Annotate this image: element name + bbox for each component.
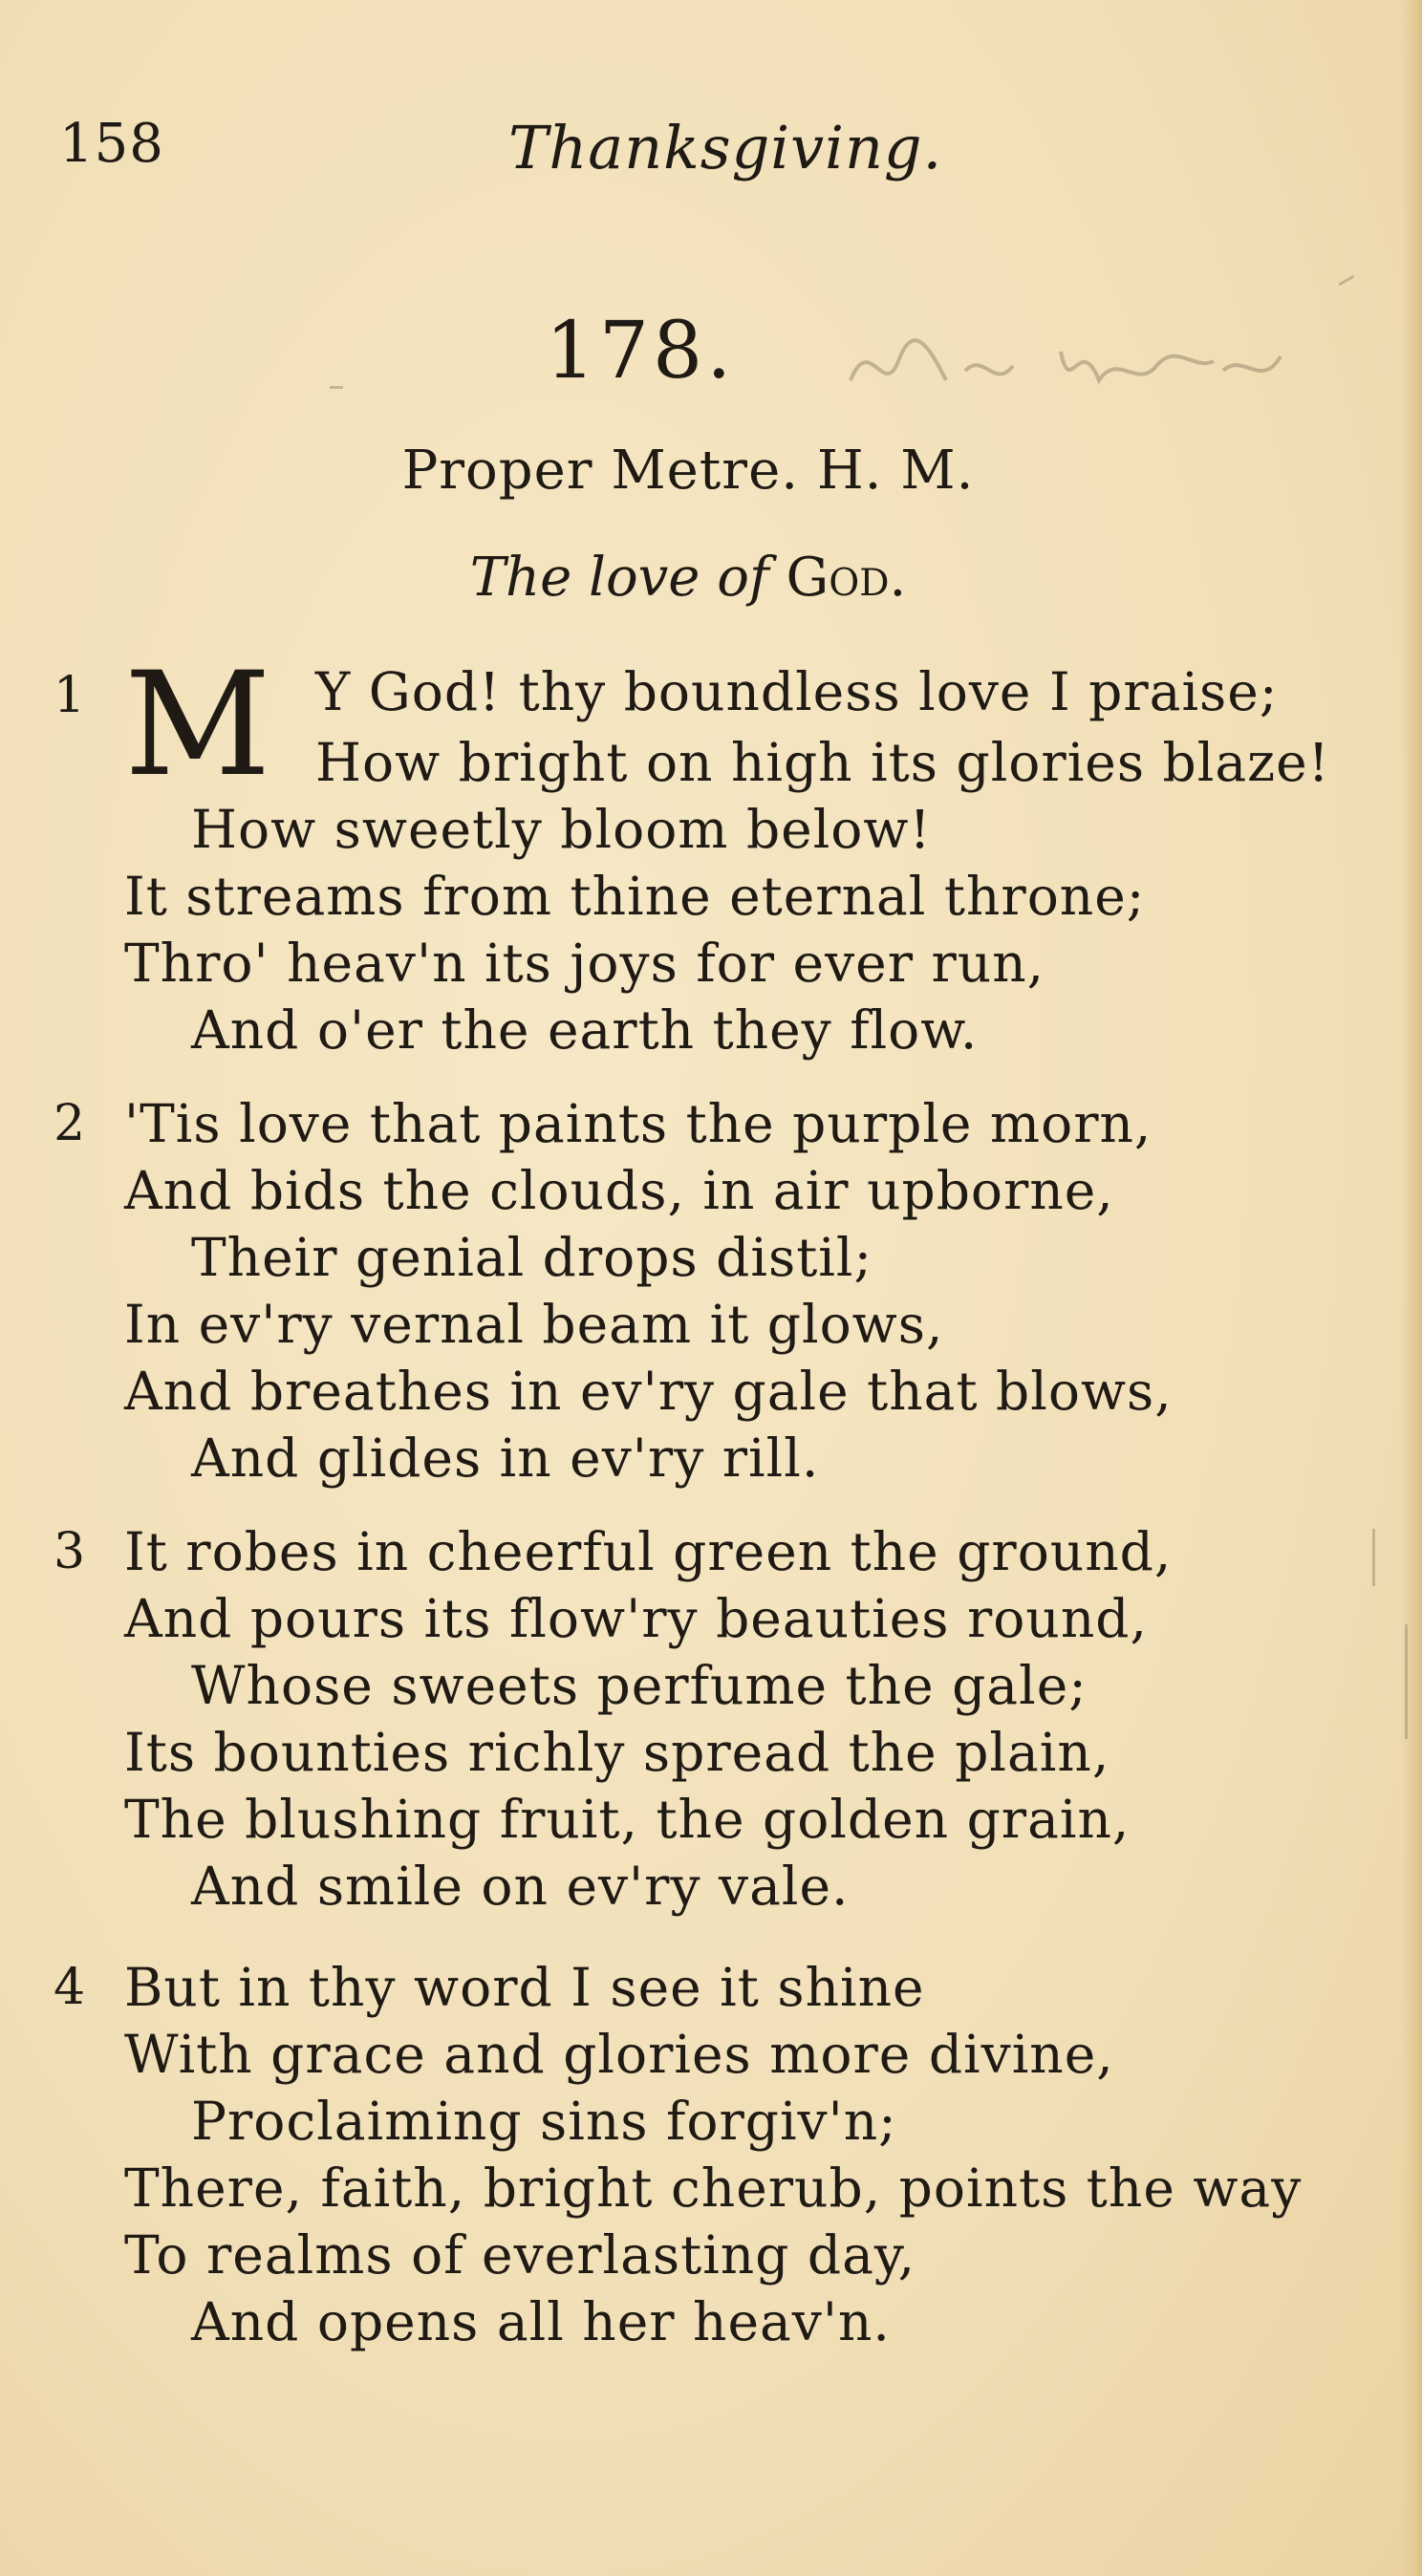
stanza-line: Thro' heav'n its joys for ever run, xyxy=(124,933,1045,994)
page-edge xyxy=(1401,0,1422,2576)
stanza-line: To realms of everlasting day, xyxy=(124,2224,916,2286)
stanza-line: But in thy word I see it shine xyxy=(124,1957,925,2018)
stanza-line: It robes in cheerful green the ground, xyxy=(124,1521,1173,1582)
stanza-line: And bids the clouds, in air upborne, xyxy=(124,1160,1114,1221)
stanza-line: The blushing fruit, the golden grain, xyxy=(124,1789,1131,1850)
page-number: 158 xyxy=(59,113,164,175)
stanza-line: Their genial drops distil; xyxy=(191,1227,873,1288)
stanza-line: And smile on ev'ry vale. xyxy=(191,1856,850,1917)
stanza-line: And opens all her heav'n. xyxy=(191,2291,891,2352)
running-head: Thanksgiving. xyxy=(508,113,943,182)
stanza-line: How bright on high its glories blaze! xyxy=(315,732,1330,793)
hymn-number: 178. xyxy=(545,306,736,397)
stanza-number: 4 xyxy=(54,1959,86,2016)
stanza-number: 1 xyxy=(54,667,86,724)
stanza-line: Whose sweets perfume the gale; xyxy=(191,1655,1088,1716)
handwritten-annotation xyxy=(841,313,1300,419)
page-header xyxy=(59,113,977,189)
stanza-line: It streams from thine eternal throne; xyxy=(124,866,1146,927)
stanza-line: There, faith, bright cherub, points the way xyxy=(124,2157,1303,2219)
stanza-line: In ev'ry vernal beam it glows, xyxy=(124,1294,944,1355)
print-mark xyxy=(330,386,343,389)
stanza-line: Y God! thy boundless love I praise; xyxy=(315,661,1279,722)
stanza-line: 'Tis love that paints the purple morn, xyxy=(124,1093,1153,1154)
stanza-number: 3 xyxy=(54,1523,86,1580)
stanza-line: With grace and glories more divine, xyxy=(124,2024,1114,2085)
stanza-line: And o'er the earth they flow. xyxy=(191,999,979,1061)
print-mark xyxy=(1405,1624,1408,1739)
hymn-subtitle xyxy=(0,547,1376,609)
stanza-line: Its bounties richly spread the plain, xyxy=(124,1722,1110,1783)
stanza-line: How sweetly bloom below! xyxy=(191,799,932,860)
stanza-line: And pours its flow'ry beauties round, xyxy=(124,1588,1148,1649)
print-mark xyxy=(1338,275,1354,287)
drop-cap: M xyxy=(124,642,271,808)
subtitle-caps: God. xyxy=(786,547,907,609)
subtitle-italic: The love of xyxy=(469,547,769,609)
metre-heading: Proper Metre. H. M. xyxy=(401,440,975,502)
stanza-line: Proclaiming sins forgiv'n; xyxy=(191,2091,897,2152)
stanza-line: And breathes in ev'ry gale that blows, xyxy=(124,1361,1173,1422)
stanza-line: And glides in ev'ry rill. xyxy=(191,1428,820,1489)
stanza-number: 2 xyxy=(54,1095,86,1152)
print-mark xyxy=(1372,1529,1375,1586)
